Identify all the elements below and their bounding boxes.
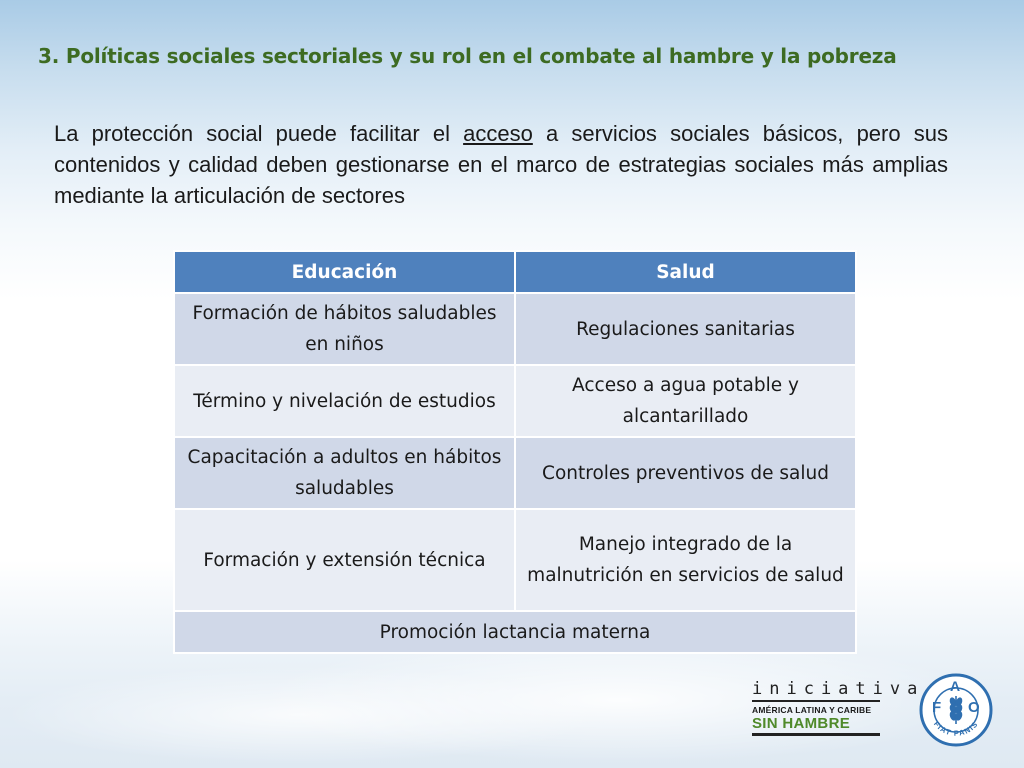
table-footer-cell: Promoción lactancia materna (174, 611, 856, 653)
table-row (174, 437, 856, 509)
intro-underlined-word: acceso (463, 121, 533, 146)
table-cell: Capacitación a adultos en hábitos saludables (174, 437, 515, 509)
table-header-row (174, 251, 856, 293)
fao-letter-o: O (968, 699, 980, 716)
table-cell: Controles preventivos de salud (515, 437, 856, 509)
fao-letter-f: F (932, 699, 942, 716)
iniciativa-word: iniciativa (752, 679, 925, 699)
fao-letter-a: A (950, 678, 961, 694)
sectors-table (173, 250, 857, 654)
table-row (174, 293, 856, 365)
table-cell: Manejo integrado de la malnutrición en servicios de salud (515, 509, 856, 611)
table-cell: Regulaciones sanitarias (515, 293, 856, 365)
table-cell: Acceso a agua potable y alcantarillado (515, 365, 856, 437)
logo-divider (752, 700, 880, 702)
iniciativa-region: AMÉRICA LATINA Y CARIBE (752, 705, 872, 715)
sin-hambre-text: SIN HAMBRE (752, 715, 851, 732)
intro-paragraph (54, 118, 948, 211)
table-cell: Término y nivelación de estudios (174, 365, 515, 437)
fao-logo (918, 672, 994, 748)
intro-text-start: La protección social puede facilitar el (54, 121, 464, 146)
logo-divider (752, 733, 880, 736)
table-row (174, 509, 856, 611)
table-row (174, 365, 856, 437)
header-educacion: Educación (174, 251, 515, 293)
slide-title: 3. Políticas sociales sectoriales y su rol en el combate al hambre y la pobreza (38, 44, 897, 68)
iniciativa-logo (752, 679, 925, 740)
table-cell: Formación de hábitos saludables en niños (174, 293, 515, 365)
table-footer-row (174, 611, 856, 653)
header-salud: Salud (515, 251, 856, 293)
intro-text-end: a servicios sociales básicos, pero sus contenidos y calidad deben gestionarse en el marco de estrategias sociales más amplias mediante la articulación de sectores (54, 121, 948, 208)
table-cell: Formación y extensión técnica (174, 509, 515, 611)
fao-motto: FIAT PANIS (931, 719, 981, 738)
